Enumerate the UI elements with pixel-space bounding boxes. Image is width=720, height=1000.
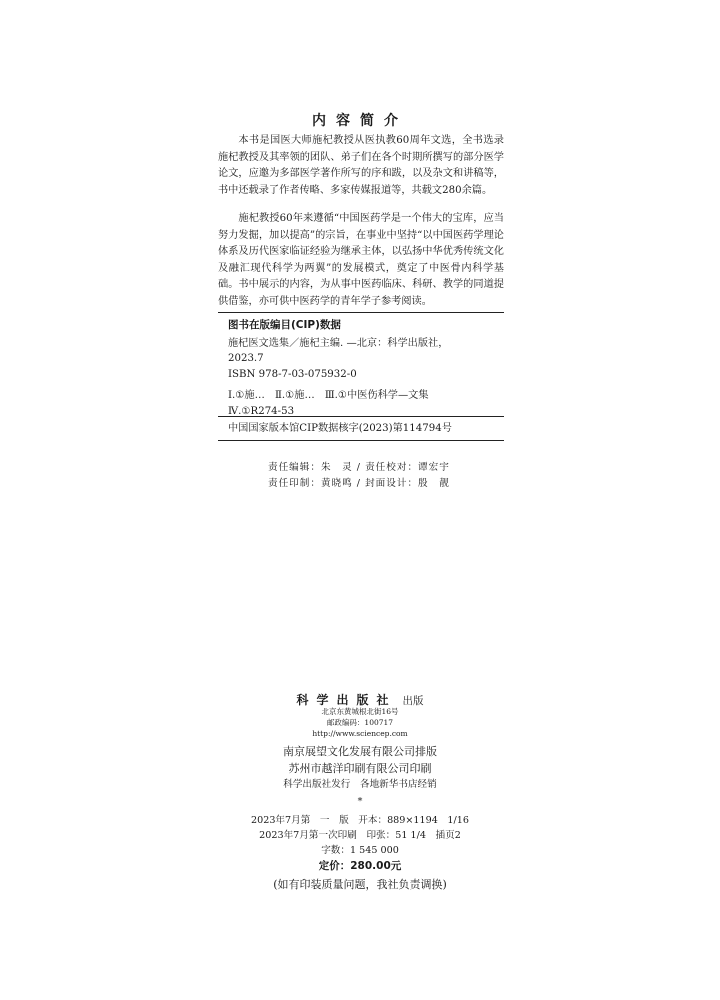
printing-line: 2023年7月第一次印刷 印张：51 1/4 插页2 bbox=[259, 830, 461, 841]
separator-star: * bbox=[357, 796, 363, 807]
cip-block bbox=[228, 318, 504, 420]
typesetter-line: 南京展望文化发展有限公司排版 bbox=[283, 745, 437, 758]
cip-bottom-divider bbox=[218, 440, 504, 441]
cip-number-block bbox=[228, 421, 504, 437]
cip-line-classification-1: Ⅰ.①施… Ⅱ.①施… Ⅲ.①中医伤科学—文集 bbox=[228, 390, 429, 402]
staff-line-production: 责任印制：黄晓鸣 / 封面设计：殷 靓 bbox=[268, 478, 450, 489]
cip-top-divider bbox=[218, 312, 504, 313]
cip-data-number: 中国国家版本馆CIP数据核字(2023)第114794号 bbox=[228, 423, 452, 434]
publisher-suffix: 出版 bbox=[402, 695, 424, 707]
cip-mid-divider bbox=[218, 416, 504, 417]
price-line: 定价：280.00元 bbox=[318, 860, 402, 872]
quality-note: (如有印装质量问题，我社负责调换) bbox=[273, 878, 447, 891]
publisher-postcode: 邮政编码：100717 bbox=[326, 718, 394, 727]
wordcount-line: 字数：1 545 000 bbox=[321, 845, 399, 856]
cip-heading: 图书在版编目(CIP)数据 bbox=[228, 319, 341, 331]
publisher-name: 科学出版社 bbox=[296, 693, 397, 707]
staff-credits bbox=[268, 460, 568, 492]
publisher-address: 北京东黄城根北街16号 bbox=[321, 707, 399, 716]
cip-line-isbn: ISBN 978-7-03-075932-0 bbox=[228, 368, 357, 380]
intro-paragraph-2-text: 施杞教授60年来遵循“中国医药学是一个伟大的宝库，应当努力发掘，加以提高”的宗旨，在事业中坚持“以中国医药学理论体系及历代医家临证经验为继承主体，以弘扬中华优秀传统文化及融汇现代科学为两翼”的发展模式，奠定了中医骨内科学基础。书中展示的内容，为从事中医药临床、科研、教学的同道提供借鉴，亦可供中医药学的青年学子参考阅读。 bbox=[218, 213, 504, 307]
cip-line-classification-2: Ⅳ.①R274-53 bbox=[228, 405, 295, 417]
publisher-url: http://www.sciencep.com bbox=[312, 729, 408, 738]
intro-paragraph-1-text: 本书是国医大师施杞教授从医执教60周年文选，全书选录施杞教授及其率领的团队、弟子们在各个时期所撰写的部分医学论文，应邀为多部医学著作所写的序和跋，以及杂文和讲稿等，书中还载录了作者传略、多家传媒报道等，共载文280余篇。 bbox=[218, 135, 504, 196]
cip-line-title: 施杞医文选集／施杞主编. —北京：科学出版社， bbox=[228, 337, 449, 349]
intro-paragraph-2 bbox=[218, 211, 504, 311]
intro-title: 内容简介 bbox=[312, 113, 408, 129]
staff-line-editors: 责任编辑：朱 灵 / 责任校对：谭宏宇 bbox=[268, 462, 450, 473]
printer-line: 苏州市越洋印刷有限公司印刷 bbox=[288, 762, 432, 775]
edition-line: 2023年7月第 一 版 开本：889×1194 1/16 bbox=[251, 815, 469, 826]
intro-paragraph-1 bbox=[218, 133, 504, 199]
cip-line-date: 2023.7 bbox=[228, 353, 264, 365]
distributor-line: 科学出版社发行 各地新华书店经销 bbox=[283, 779, 437, 790]
